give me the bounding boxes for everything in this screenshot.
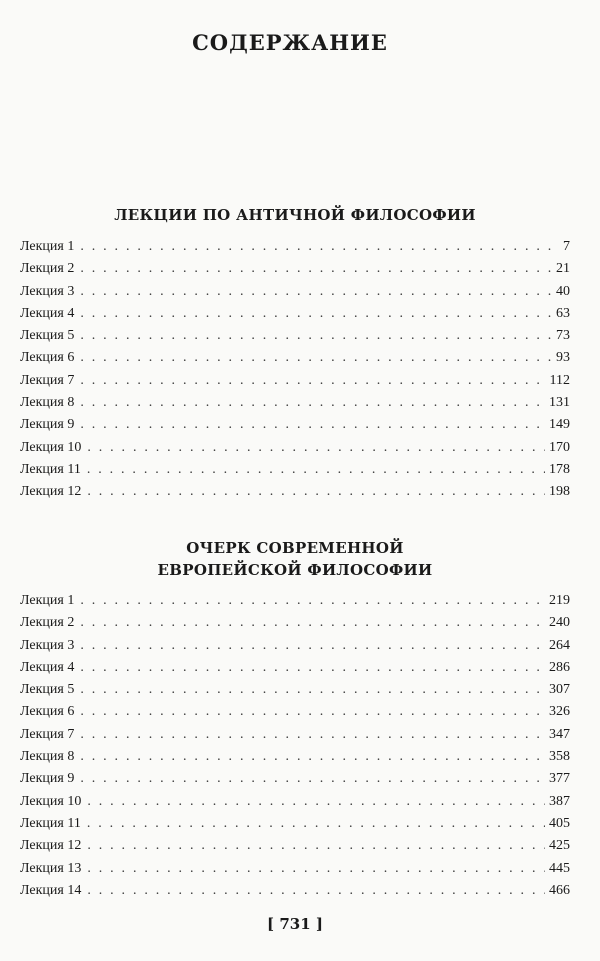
- toc-entry: [20, 414, 570, 436]
- toc-entry-label: Лекция 2: [20, 615, 75, 631]
- section-heading-line: ЕВРОПЕЙСКОЙ ФИЛОСОФИИ: [157, 561, 433, 579]
- toc-entry-page: 466: [549, 882, 570, 898]
- dot-leader: [80, 657, 545, 679]
- toc-entry-label: Лекция 8: [20, 749, 75, 765]
- dot-leader: [80, 635, 545, 657]
- toc-entry-page: 73: [556, 328, 570, 344]
- toc-entry: [20, 858, 570, 880]
- toc-entry: [20, 459, 570, 481]
- toc-entry: [20, 347, 570, 369]
- toc-entry-label: Лекция 4: [20, 659, 75, 675]
- toc-entry-page: 40: [556, 283, 570, 299]
- toc-entry: [20, 724, 570, 746]
- toc-entry-label: Лекция 14: [20, 882, 82, 898]
- dot-leader: [87, 858, 545, 880]
- dot-leader: [80, 236, 559, 258]
- dot-leader: [80, 414, 545, 436]
- page-title: СОДЕРЖАНИЕ: [192, 30, 388, 55]
- toc-entry-label: Лекция 9: [20, 417, 75, 433]
- dot-leader: [80, 370, 545, 392]
- toc-entry-label: Лекция 5: [20, 328, 75, 344]
- dot-leader: [80, 768, 545, 790]
- toc-entry-page: 240: [549, 615, 570, 631]
- toc-entry: [20, 679, 570, 701]
- toc-entry-page: 264: [549, 637, 570, 653]
- dot-leader: [87, 459, 545, 481]
- page-number: [ 731 ]: [267, 915, 323, 933]
- toc-entry: [20, 657, 570, 679]
- toc-entry-label: Лекция 13: [20, 860, 82, 876]
- toc-entry: [20, 590, 570, 612]
- toc-entry-label: Лекция 12: [20, 484, 82, 500]
- toc-entry-page: 112: [549, 372, 570, 388]
- toc-entry-page: 93: [556, 350, 570, 366]
- toc-entry-label: Лекция 11: [20, 461, 81, 477]
- toc-entry-page: 178: [549, 461, 570, 477]
- toc-entry-page: 377: [549, 771, 570, 787]
- toc-entry: [20, 701, 570, 723]
- toc-entry: [20, 635, 570, 657]
- toc-entry-label: Лекция 1: [20, 239, 75, 254]
- dot-leader: [87, 880, 545, 902]
- dot-leader: [87, 437, 545, 459]
- dot-leader: [80, 325, 552, 347]
- toc-entry: [20, 437, 570, 459]
- toc-entry-label: Лекция 2: [20, 261, 75, 277]
- toc-entry: [20, 281, 570, 303]
- toc-entry: [20, 258, 570, 280]
- toc-entry: [20, 612, 570, 634]
- toc-entry: [20, 768, 570, 790]
- toc-entry-label: Лекция 5: [20, 682, 75, 698]
- dot-leader: [80, 303, 552, 325]
- toc-entry: [20, 370, 570, 392]
- dot-leader: [80, 281, 552, 303]
- toc-entry-label: Лекция 10: [20, 793, 82, 809]
- toc-entry-page: 131: [549, 395, 570, 411]
- toc-entry-page: 7: [563, 239, 570, 254]
- toc-entry-label: Лекция 12: [20, 838, 82, 854]
- toc-entry-page: 326: [549, 704, 570, 720]
- toc-entry-label: Лекция 6: [20, 704, 75, 720]
- toc-entry-label: Лекция 3: [20, 637, 75, 653]
- dot-leader: [80, 724, 545, 746]
- toc-entry-page: 445: [549, 860, 570, 876]
- dot-leader: [80, 258, 552, 280]
- toc-entry-label: Лекция 7: [20, 726, 75, 742]
- dot-leader: [80, 392, 545, 414]
- section-heading-line: ОЧЕРК СОВРЕМЕННОЙ: [186, 539, 404, 557]
- dot-leader: [80, 590, 545, 612]
- dot-leader: [80, 746, 545, 768]
- section-heading-line: ЛЕКЦИИ ПО АНТИЧНОЙ ФИЛОСОФИИ: [114, 206, 476, 224]
- dot-leader: [87, 813, 545, 835]
- toc-entry-page: 347: [549, 726, 570, 742]
- dot-leader: [80, 701, 545, 723]
- toc-entry-label: Лекция 10: [20, 439, 82, 455]
- toc-entry-page: 170: [549, 439, 570, 455]
- toc-entry-page: 307: [549, 682, 570, 698]
- toc-entry: [20, 835, 570, 857]
- toc-entry: [20, 392, 570, 414]
- toc-entry-label: Лекция 8: [20, 395, 75, 411]
- dot-leader: [80, 612, 545, 634]
- toc-entry-label: Лекция 1: [20, 593, 75, 608]
- toc-entry-label: Лекция 3: [20, 283, 75, 299]
- toc-entry-page: 63: [556, 305, 570, 321]
- toc-entry-page: 219: [549, 593, 570, 608]
- dot-leader: [80, 679, 545, 701]
- toc-entry-label: Лекция 7: [20, 372, 75, 388]
- toc-entry-page: 358: [549, 749, 570, 765]
- toc-entry-label: Лекция 4: [20, 305, 75, 321]
- toc-entry-page: 149: [549, 417, 570, 433]
- toc-entry-page: 425: [549, 838, 570, 854]
- toc-entry: [20, 303, 570, 325]
- section-heading-ancient: [0, 204, 590, 226]
- toc-entry: [20, 325, 570, 347]
- toc-entry: [20, 880, 570, 902]
- toc-entry-page: 21: [556, 261, 570, 277]
- toc-entry: [20, 236, 570, 258]
- toc-entry-label: Лекция 9: [20, 771, 75, 787]
- dot-leader: [87, 791, 545, 813]
- toc-entry-page: 405: [549, 815, 570, 831]
- section-heading-modern: [0, 537, 590, 581]
- toc-entry: [20, 791, 570, 813]
- dot-leader: [87, 481, 545, 503]
- toc-entry-page: 198: [549, 484, 570, 500]
- toc-list-modern: [20, 590, 570, 902]
- toc-entry-page: 286: [549, 659, 570, 675]
- toc-entry: [20, 813, 570, 835]
- toc-entry-label: Лекция 6: [20, 350, 75, 366]
- toc-entry-page: 387: [549, 793, 570, 809]
- dot-leader: [80, 347, 552, 369]
- dot-leader: [87, 835, 545, 857]
- toc-entry: [20, 481, 570, 503]
- toc-list-ancient: [20, 236, 570, 504]
- toc-entry-label: Лекция 11: [20, 815, 81, 831]
- toc-entry: [20, 746, 570, 768]
